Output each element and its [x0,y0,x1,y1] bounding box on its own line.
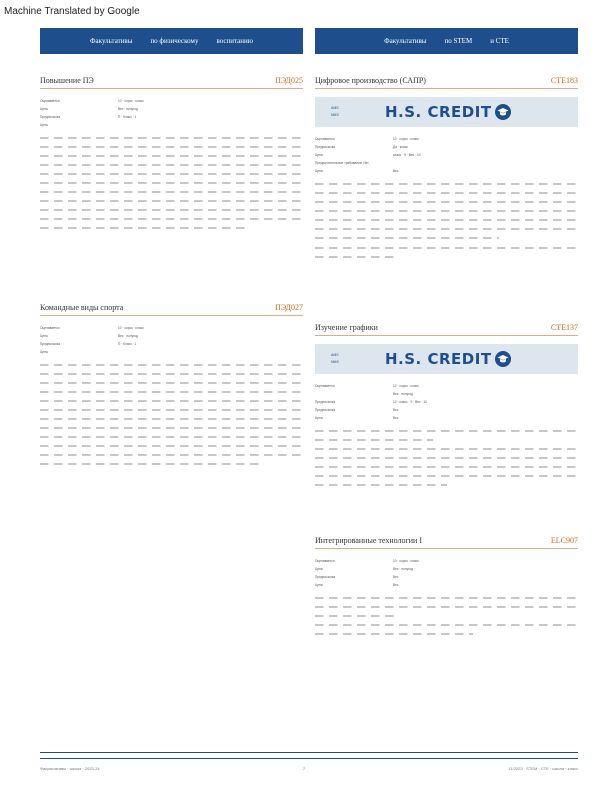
detail-row [315,398,578,406]
detail-row [315,557,578,565]
course-code: ПЭД025 [275,76,303,85]
course-title: Повышение ПЭ [40,76,94,85]
detail-row [315,151,578,159]
detail-value: Вес · полугод [118,107,138,111]
footer-left: Факультативы · школа · 2023-24 [40,766,100,771]
footer-right: 11/2023 · STEM · CTE · школа · класс [508,766,578,771]
detail-value: Вес · полугод [118,334,138,338]
page-footer [40,766,578,771]
course-description [315,597,578,635]
detail-value: 10 · класс · 9 · Вес · 10 [393,400,427,404]
course-description [40,364,303,465]
hs-credit-logo [385,350,511,368]
detail-key: Цена [40,123,48,127]
course-title: Изучение графики [315,323,378,332]
school-code: NMS [331,113,339,117]
detail-value: Вес [393,575,399,579]
detail-value: 10 · сорок · класс [118,326,144,330]
detail-value: Вес [393,408,399,412]
school-code: NMS [331,360,339,364]
detail-value: Вес [393,416,399,420]
footer-rule-bottom [40,758,578,759]
detail-row [40,97,303,105]
detail-key: Предпосылка [315,400,336,404]
detail-key: Предпосылка [315,408,336,412]
detail-key: Цена [315,567,323,571]
detail-row [315,406,578,414]
course-cte137-header [315,323,578,336]
detail-row [40,332,303,340]
detail-value: 10 · сорок · класс [393,137,419,141]
course-details [40,324,303,356]
banner-stem-part2: по STEM [444,37,473,45]
detail-row [315,414,578,422]
detail-key: Оценивается [40,326,60,330]
detail-value: П · Класс · 1 [118,342,137,346]
hs-credit-logo [385,103,511,121]
course-code: ПЭД027 [275,303,303,312]
course-details [40,97,303,129]
course-description [40,137,303,229]
banner-stem-cte [315,28,578,54]
detail-key: Цена [315,416,323,420]
detail-value [118,121,303,129]
detail-key [315,390,393,398]
detail-value [118,348,303,356]
course-cte183 [315,76,578,265]
detail-row [315,565,578,573]
course-ped025 [40,76,303,236]
detail-row [40,121,303,129]
detail-value: класс · 9 · Вес · 10 [393,153,421,157]
hs-credit-box [315,97,578,127]
course-code: CTE137 [550,323,578,332]
school-code: AMS [331,106,339,110]
detail-row [315,143,578,151]
course-cte137 [315,323,578,493]
course-title: Интегрированные технологии I [315,536,422,545]
course-details [315,382,578,422]
detail-key: Предпосылка [40,115,61,119]
detail-key: Оценивается [315,559,335,563]
detail-row [40,348,303,356]
detail-key: Оценивается [315,384,335,388]
detail-value: П · Класс · 1 [118,115,137,119]
detail-value: Вес · полугод [393,567,413,571]
hs-credit-text: H.S. CREDIT [385,350,492,368]
detail-key: Предпосылка [315,575,336,579]
detail-row [315,167,578,175]
course-ped027-header [40,303,303,316]
detail-key: Цена [40,350,48,354]
detail-key: Предпочтительные требования: Нет [315,161,369,165]
course-ped027 [40,303,303,472]
detail-key: Цена [315,169,323,173]
course-title: Цифровое производство (САПР) [315,76,426,85]
school-list [331,352,339,366]
banner-pe-part1: Факультативы [90,37,133,45]
detail-value [393,159,578,167]
detail-value: Вес · полугод [393,392,413,396]
detail-key: Цена [40,334,48,338]
detail-row [40,324,303,332]
detail-row [40,340,303,348]
banner-pe-part2: по физическому [150,37,199,45]
course-cte183-header [315,76,578,89]
machine-translated-label: Machine Translated by Google [4,6,140,17]
course-ped025-header [40,76,303,89]
detail-key: Оценивается [315,137,335,141]
hs-credit-box [315,344,578,374]
banner-pe [40,28,303,54]
course-code: ELC907 [550,536,578,545]
detail-key: Предпосылка [315,145,336,149]
detail-row [315,135,578,143]
course-code: CTE183 [550,76,578,85]
banner-stem-part3: и CTE [490,37,509,45]
school-code: AMS [331,353,339,357]
hs-credit-text: H.S. CREDIT [385,103,492,121]
detail-key: Цена [315,153,323,157]
footer-rule-top [40,752,578,753]
detail-key: Цена [40,107,48,111]
detail-value: Да · класс [393,145,409,149]
course-title: Командные виды спорта [40,303,124,312]
course-details [315,135,578,175]
detail-value: Вес [393,169,399,173]
banner-pe-part3: воспитанию [216,37,253,45]
detail-row [40,105,303,113]
page-number: 7 [302,766,306,771]
detail-row [315,390,578,398]
school-list [331,105,339,119]
detail-row [315,159,578,167]
detail-key: Оценивается [40,99,60,103]
course-description [315,183,578,258]
detail-row [315,382,578,390]
course-details [315,557,578,589]
course-elc907 [315,536,578,642]
course-description [315,430,578,486]
detail-value: 10 · сорок · класс [393,384,419,388]
detail-key: Цена [315,583,323,587]
detail-value: 10 · сорок · класс [393,559,419,563]
detail-value: Вес [393,583,399,587]
graduation-cap-icon [495,104,511,120]
graduation-cap-icon [495,351,511,367]
detail-row [315,573,578,581]
detail-row [315,581,578,589]
detail-key: Предпосылка [40,342,61,346]
course-elc907-header [315,536,578,549]
detail-row [40,113,303,121]
banner-stem-part1: Факультативы [384,37,427,45]
detail-value: 10 · сорок · класс [118,99,144,103]
